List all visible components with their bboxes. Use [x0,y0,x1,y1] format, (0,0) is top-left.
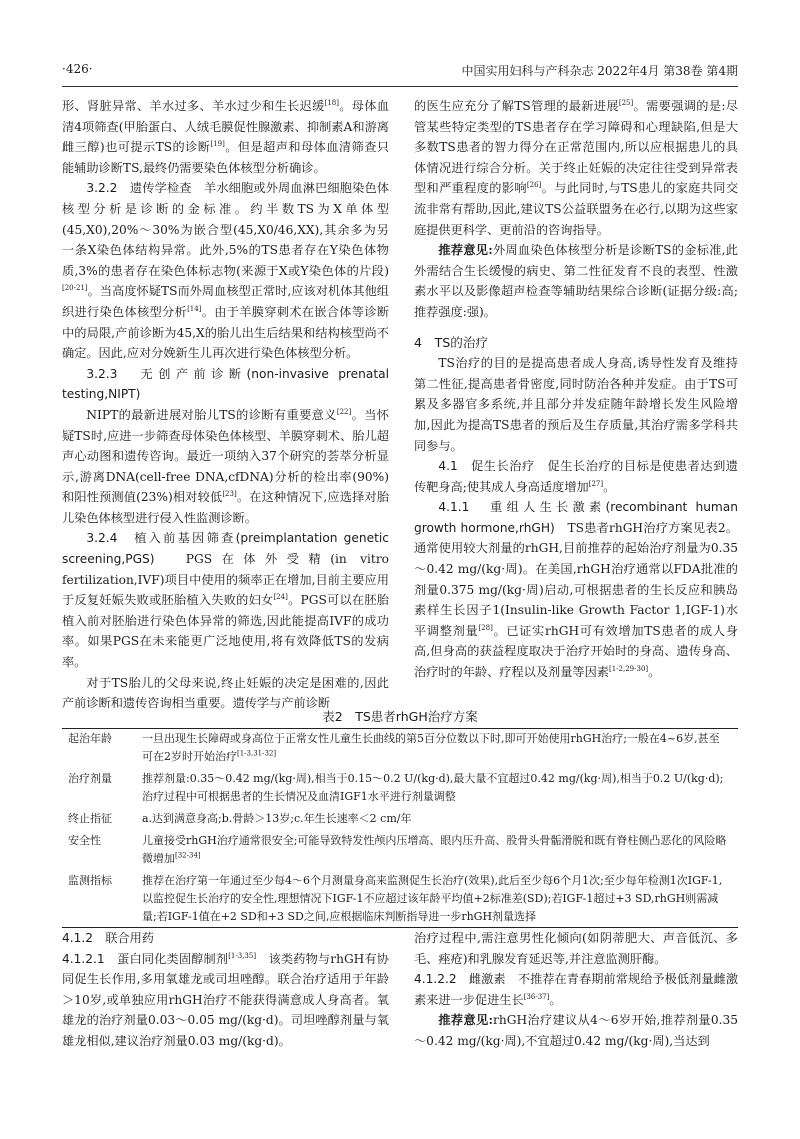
table-row-label: 终止指征 [68,812,112,825]
section-4-1: 4.1 促生长治疗 促生长治疗的目标是使患者达到遗传靶身高;使其成人身高适度增加[27]。 [414,459,738,494]
paragraph-nipt: NIPT的最新进展对胎儿TS的诊断有重要意义[22]。当怀疑TS时,应进一步筛查母体染色体核型、羊膜穿刺术、胎儿超声心动图和遗传咨询。最近一项纳入37个研究的荟萃分析显示,游离DNA(cell-free DNA,cfDNA)分析的检出率(90%)和阳性预测值(23%)相对较低[23]。在这种情况下,应选择对胎儿染色体核型进行侵入性监测诊断。 [62,407,390,525]
recommendation-rhgh: 推荐意见:rhGH治疗建议从4～6岁开始,推荐剂量0.35～0.42 mg/(kg·周),不宜超过0.42 mg/(kg·周),当达到 [414,1013,738,1048]
section-heading: 4.1.1 重组人生长激素(recombinant human growth hormone,rhGH) [414,500,738,535]
section-heading: 4.1.2.1 蛋白同化类固醇制剂 [62,951,229,966]
section-heading: 3.2.4 植入前基因筛查(preimplantation genetic screening,PGS) [62,531,389,567]
section-heading: 3.2.2 遗传学检查 [86,181,192,196]
section-3-2-2: 3.2.2 遗传学检查 羊水细胞或外周血淋巴细胞染色体核型分析是诊断的金标准。约半数TS为X单体型(45,X0),20%～30%为嵌合型(45,X0/46,XX),其余多为另一条X染色体结构异常。此外,5%的TS患者存在Y染色体物质,3%的患者存在染色体标志物(来源于X或Y染色体的片段)[20-21]。当高度怀疑TS而外周血核型正常时,应该对机体其他组织进行染色体核型分析[14]。由于羊膜穿刺术在嵌合体等诊断中的局限,产前诊断为45,X的胎儿出生后结果和结构核型尚不确定。因此,应对分娩新生儿再次进行染色体核型分析。 [62,181,390,361]
left-column-lower [62,928,389,1052]
table-row [62,871,738,927]
right-column-lower [414,928,738,1052]
right-column [414,96,738,683]
section-heading: 3.2.3 无创产前诊断(non-invasive prenatal testing,NIPT) [62,366,389,402]
section-4-1-2-1: 4.1.2.1 蛋白同化类固醇制剂[1-3,35] 该类药物与rhGH有协同促生长作用,多用氧雄龙或司坦唑醇。联合治疗适用于年龄＞10岁,或单独应用rhGH治疗不能获得满意成人身高者。氧雄龙的治疗剂量0.03～0.05 mg/(kg·d)。司坦唑醇剂量与氧雄龙相似,建议治疗剂量0.03 mg/(kg·d)。 [62,951,389,1048]
table-row-label: 起治年龄 [68,732,112,745]
table-row-label: 治疗剂量 [68,772,112,785]
table-row [62,809,738,829]
table-row-value: 儿童接受rhGH治疗通常很安全;可能导致特发性颅内压增高、眼内压升高、股骨头骨骺滑脱和既有脊柱侧凸恶化的风险略微增加[32-34] [142,834,727,865]
rhgh-table [62,728,738,928]
table-row-label: 安全性 [68,834,101,847]
section-4-1-2-2: 4.1.2.2 雌激素 不推荐在青春期前常规给予极低剂量雌激素来进一步促进生长[36-37]。 [414,972,739,1007]
table-row-value: 推荐剂量:0.35～0.42 mg/(kg·周),相当于0.15～0.2 U/(kg·d),最大量不宜超过0.42 mg/(kg·周),相当于0.2 U/(kg·d);治疗过程中可根据患者的生长情况及血清IGF1水平进行剂量调整 [142,772,724,803]
paragraph-management: 的医生应充分了解TS管理的最新进展[25]。需要强调的是:尽管某些特定类型的TS患者存在学习障碍和心理缺陷,但是大多数TS患者的智力得分在正常范围内,所以应根据患儿的具体情况进行综合分析。关于终止妊娠的决定往往受到异常表型和严重程度的影响[26]。与此同时,与TS患儿的家庭共同交流非常有帮助,因此,建议TS公益联盟务在必行,以期为这些家庭提供更科学、更前沿的咨询指导。 [414,98,739,237]
table-row [62,729,738,767]
table-row-value: a.达到满意身高;b.骨龄＞13岁;c.年生长速率＜2 cm/年 [142,812,412,825]
left-column [62,96,389,714]
paragraph-side-effects: 治疗过程中,需注意男性化倾向(如阴蒂肥大、声音低沉、多毛、痤疮)和乳腺发育延迟等,并注意监测肝酶。 [414,931,738,966]
recommendation-diagnosis: 推荐意见:外周血染色体核型分析是诊断TS的金标准,此外需结合生长缓慢的病史、第二性征发育不良的表型、性激素水平以及影像超声检查等辅助结果综合诊断(证据分级:高;推荐强度:强)。 [414,243,738,319]
table-row [62,831,738,869]
table-title: 表2 TS患者rhGH治疗方案 [322,709,478,724]
table-row-label: 监测指标 [68,874,112,887]
paragraph-ultrasound: 形、肾脏异常、羊水过多、羊水过少和生长迟缓[18]。母体血清4项筛查(甲胎蛋白、人绒毛膜促性腺激素、抑制素A和游离雌三醇)也可提示TS的诊断[19]。但是超声和母体血清筛查只能辅助诊断TS,最终仍需要染色体核型分析确诊。 [62,98,390,175]
section-4-1-2-heading: 4.1.2 联合用药 [62,931,154,945]
section-heading: 4.1.2.2 雌激素 [414,972,506,987]
header-rule [62,86,738,87]
section-3-2-4: 3.2.4 植入前基因筛查(preimplantation genetic screening,PGS) PGS在体外受精(in vitro fertilization,IVF)项目中使用的频率正在增加,目前主要应用于反复妊娠失败或胚胎植入失败的妇女[24]。PGS可以在胚胎植入前对胚胎进行染色体异常的筛选,因此能提高IVF的成功率。如果PGS在未来能更广泛地使用,将有效降低TS的发病率。 [62,531,389,670]
section-4-1-1: 4.1.1 重组人生长激素(recombinant human growth hormone,rhGH) TS患者rhGH治疗方案见表2。通常使用较大剂量的rhGH,目前推荐的起始治疗剂量为0.35～0.42 mg/(kg·周)。在美国,rhGH治疗通常以FDA批准的剂量0.375 mg/(kg·周)启动,可根据患者的生长反应和胰岛素样生长因子1(Insulin-like Growth Factor 1,IGF-1)水平调整剂量[28]。已证实rhGH可有效增加TS患者的成人身高,但身高的获益程度取决于治疗开始时的身高、遗传身高、治疗时的年龄、疗程以及剂量等因素[1-2,29-30]。 [414,500,738,680]
section-3-2-3 [62,364,389,405]
page-number: ·426· [62,62,93,76]
journal-name: 中国实用妇科与产科杂志 2022年4月 第38卷 第4期 [461,64,738,78]
paragraph-parents: 对于TS胎儿的父母来说,终止妊娠的决定是困难的,因此产前诊断和遗传咨询相当重要。遗传学与产前诊断 [62,675,389,711]
table-row-value: 推荐在治疗第一年通过至少每4～6个月测量身高来监测促生长治疗(效果),此后至少每6个月1次;至少每年检测1次IGF-1,以监控促生长治疗的安全性,理想情况下IGF-1不应超过该年龄平均值+2标准差(SD);若IGF-1超过+3 SD,rhGH则需减量;若IGF-1值在+2 SD和+3 SD之间,应根据临床判断指导进一步rhGH剂量选择 [142,874,723,923]
section-heading: 4.1 促生长治疗 [438,459,535,474]
paragraph-treatment-goal: TS治疗的目的是提高患者成人身高,诱导性发育及维持第二性征,提高患者骨密度,同时防治各种并发症。由于TS可累及多器官多系统,并且部分并发症随年龄增长发生风险增加,因此为提高TS患者的预后及生存质量,其治疗需多学科共同参与。 [414,356,738,453]
page-header [62,62,738,84]
section-4-heading: 4 TS的治疗 [414,334,489,350]
table-row [62,769,738,807]
table-row-value: 一旦出现生长障碍或身高位于正常女性儿童生长曲线的第5百分位数以下时,即可开始使用rhGH治疗;一般在4~6岁,甚至可在2岁时开始治疗[1-3,31-32] [142,732,720,763]
